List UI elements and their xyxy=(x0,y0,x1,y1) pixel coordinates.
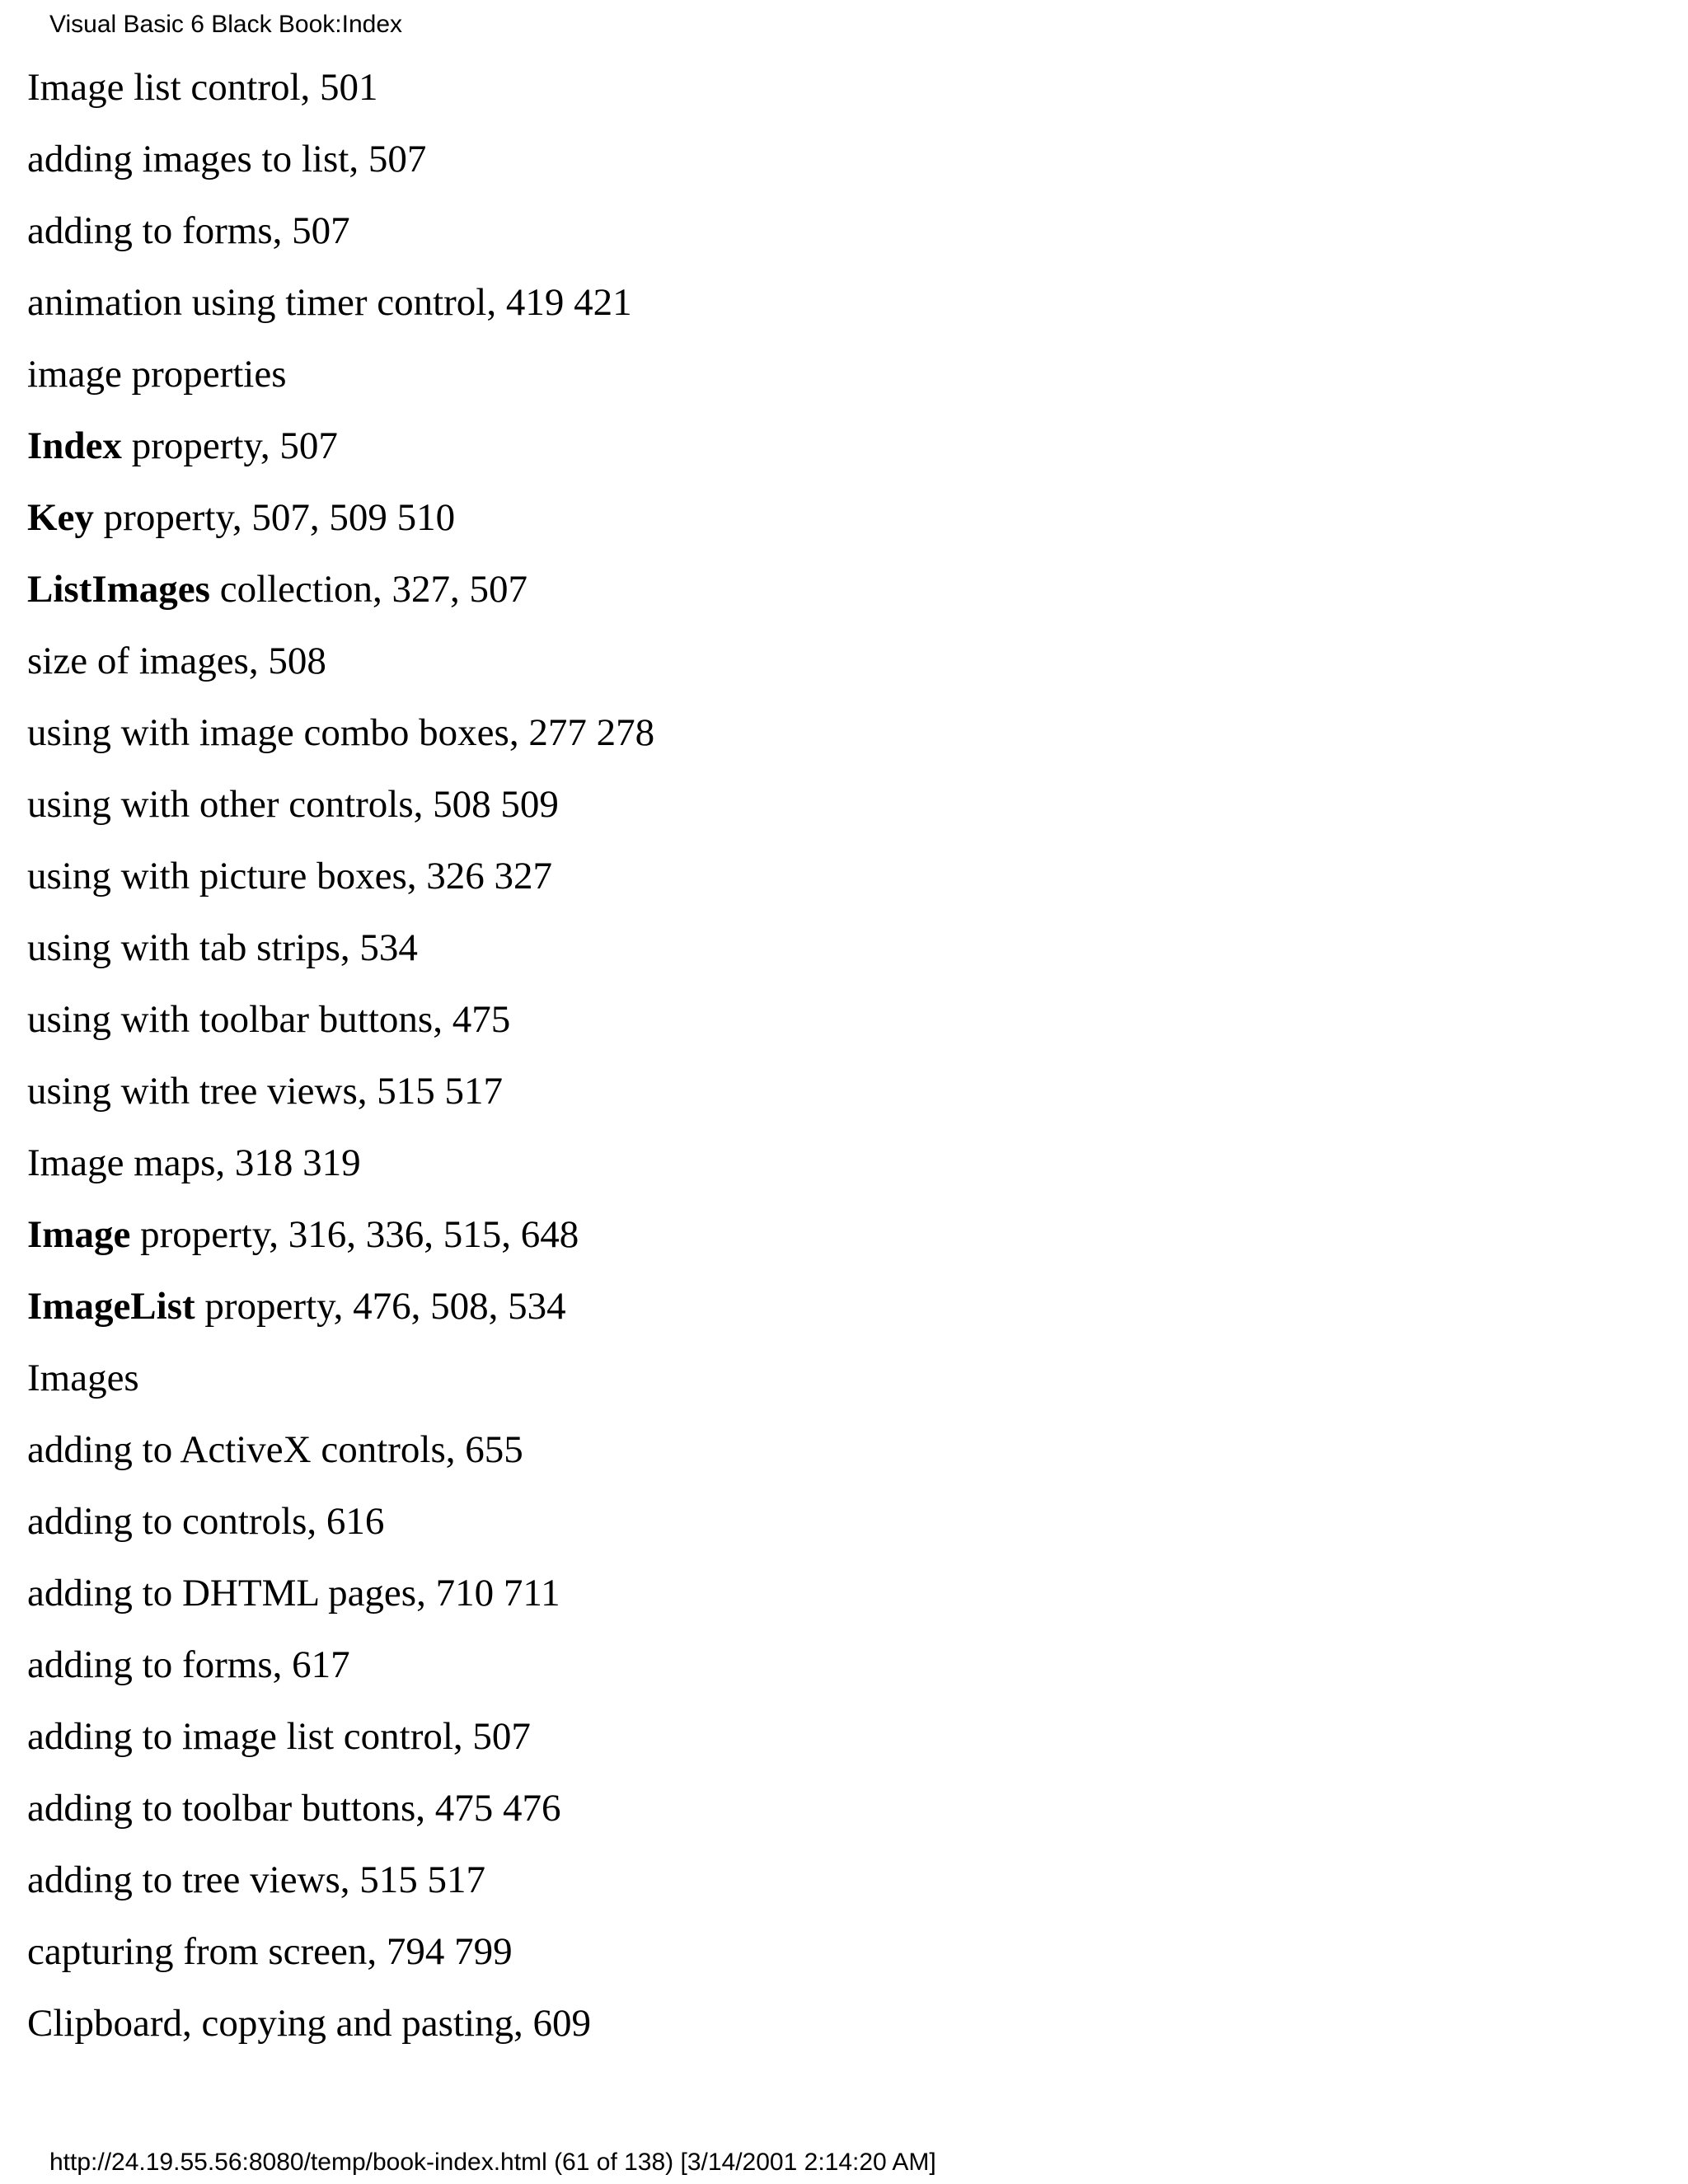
index-entry xyxy=(27,696,654,768)
index-entry xyxy=(27,768,654,840)
index-entry-text: adding to DHTML pages, 710 711 xyxy=(27,1571,560,1615)
index-entry xyxy=(27,1198,654,1270)
index-entry-text: property, 507 xyxy=(121,424,338,467)
index-entry-text: collection, 327, 507 xyxy=(209,567,528,611)
index-entry xyxy=(27,553,654,625)
index-entry-text: adding to controls, 616 xyxy=(27,1499,385,1543)
index-entry xyxy=(27,51,654,123)
index-entry-text: adding to forms, 617 xyxy=(27,1643,350,1686)
index-entry-text: property, 316, 336, 515, 648 xyxy=(130,1212,579,1256)
index-entry xyxy=(27,1844,654,1915)
index-entry-text: using with picture boxes, 326 327 xyxy=(27,854,553,898)
index-entry-text: Clipboard, copying and pasting, 609 xyxy=(27,2001,592,2045)
index-entry-text: adding to forms, 507 xyxy=(27,209,350,252)
index-entry xyxy=(27,1700,654,1772)
index-entry-text: using with tree views, 515 517 xyxy=(27,1069,503,1113)
index-entry-term: Image xyxy=(27,1212,131,1256)
index-entry-term: ListImages xyxy=(27,567,210,611)
page-header: Visual Basic 6 Black Book:Index xyxy=(49,11,403,38)
index-entry-term: ImageList xyxy=(27,1284,195,1328)
index-entry-text: adding to toolbar buttons, 475 476 xyxy=(27,1786,561,1830)
index-entry-text: image properties xyxy=(27,352,287,396)
index-entry-text: adding images to list, 507 xyxy=(27,137,427,180)
index-entry-text: Images xyxy=(27,1356,139,1399)
index-entry xyxy=(27,1270,654,1342)
index-entry xyxy=(27,983,654,1055)
index-entry xyxy=(27,481,654,553)
index-entry xyxy=(27,1055,654,1127)
index-entry-text: adding to image list control, 507 xyxy=(27,1714,531,1758)
index-entry-text: capturing from screen, 794 799 xyxy=(27,1929,513,1973)
index-entry-text: property, 476, 508, 534 xyxy=(195,1284,566,1328)
index-entry xyxy=(27,194,654,266)
index-entry-text: property, 507, 509 510 xyxy=(93,495,456,539)
index-entry xyxy=(27,338,654,410)
index-entry xyxy=(27,1915,654,1987)
index-entry xyxy=(27,625,654,696)
index-entry xyxy=(27,1413,654,1485)
index-entry xyxy=(27,1342,654,1413)
index-entry xyxy=(27,1987,654,2059)
index-entry xyxy=(27,912,654,983)
index-entry-text: using with toolbar buttons, 475 xyxy=(27,997,511,1041)
index-entry xyxy=(27,1127,654,1198)
index-entry-text: size of images, 508 xyxy=(27,639,326,682)
index-entry xyxy=(27,1557,654,1629)
index-list xyxy=(27,51,654,2059)
index-entry xyxy=(27,1629,654,1700)
index-entry-term: Key xyxy=(27,495,94,539)
index-entry-text: adding to tree views, 515 517 xyxy=(27,1858,486,1901)
index-entry-text: using with image combo boxes, 277 278 xyxy=(27,710,655,754)
index-entry-text: adding to ActiveX controls, 655 xyxy=(27,1427,523,1471)
page-footer: http://24.19.55.56:8080/temp/book-index.html (61 of 138) [3/14/2001 2:14:20 AM] xyxy=(49,2149,936,2176)
index-entry-term: Index xyxy=(27,424,122,467)
index-entry xyxy=(27,840,654,912)
index-entry xyxy=(27,123,654,194)
index-entry xyxy=(27,410,654,481)
index-entry-text: Image list control, 501 xyxy=(27,65,378,109)
index-entry xyxy=(27,1485,654,1557)
index-entry-text: using with other controls, 508 509 xyxy=(27,782,559,826)
index-entry-text: animation using timer control, 419 421 xyxy=(27,280,632,324)
index-entry xyxy=(27,266,654,338)
index-entry-text: using with tab strips, 534 xyxy=(27,926,418,969)
index-entry-text: Image maps, 318 319 xyxy=(27,1141,361,1184)
index-entry xyxy=(27,1772,654,1844)
